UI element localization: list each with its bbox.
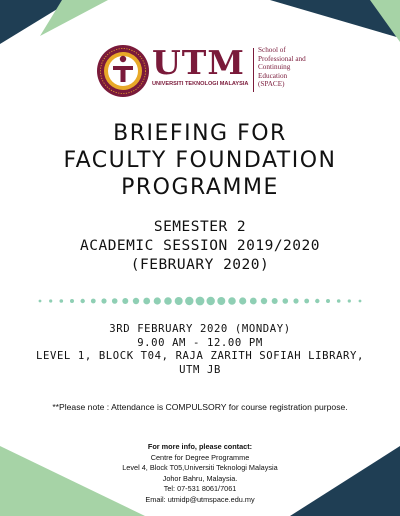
divider-dot — [359, 300, 362, 303]
divider-dot — [122, 298, 128, 304]
contact-line: Level 4, Block T05,Universiti Teknologi Malaysia — [122, 463, 278, 473]
semester-line: ACADEMIC SESSION 2019/2020 — [80, 238, 320, 254]
top-right-mint-corner — [340, 0, 400, 45]
event-venue: LEVEL 1, BLOCK T04, RAJA ZARITH SOFIAH LIBRARY, — [36, 350, 364, 362]
divider-dot — [112, 298, 118, 304]
divider-dot — [164, 297, 172, 305]
poster-title — [0, 120, 400, 201]
contact-phone: Tel: 07-531 8061/7061 — [163, 484, 237, 494]
contact-email: Email: utmidp@utmspace.edu.my — [145, 494, 255, 504]
divider-dot — [239, 297, 246, 304]
divider-dot — [39, 300, 42, 303]
event-venue-campus: UTM JB — [179, 363, 221, 376]
divider-dot — [315, 299, 319, 303]
event-date: 3RD FEBRUARY 2020 (MONDAY) — [109, 323, 291, 335]
divider-dot — [143, 298, 150, 305]
divider-dot — [293, 298, 298, 303]
contact-heading: For more info, please contact: — [147, 442, 253, 451]
space-line: (SPACE) — [258, 80, 285, 89]
title-line: FACULTY FOUNDATION — [63, 148, 337, 173]
event-details — [0, 323, 400, 377]
divider-dot — [228, 297, 236, 305]
divider-dot — [60, 299, 64, 303]
divider-dot — [250, 298, 257, 305]
semester-info — [0, 218, 400, 275]
contact-line: Johor Bahru, Malaysia. — [162, 473, 238, 483]
divider-dot — [326, 299, 330, 303]
divider-dot — [133, 298, 139, 304]
utm-crest-icon — [96, 44, 150, 98]
divider-dot — [49, 299, 52, 302]
divider-dot — [70, 299, 74, 303]
divider-dot — [272, 298, 278, 304]
title-line: PROGRAMME — [121, 175, 279, 200]
semester-line: (FEBRUARY 2020) — [130, 257, 270, 273]
utm-space-logo — [96, 44, 326, 102]
space-line: Continuing — [258, 63, 291, 72]
divider-dot — [348, 299, 351, 302]
space-line: Education — [258, 71, 288, 80]
space-name — [258, 46, 338, 89]
divider-dot — [91, 299, 96, 304]
attendance-note: **Please note : Attendance is COMPULSORY for course registration purpose. — [52, 402, 348, 412]
contact-info — [0, 442, 400, 506]
divider-dot — [217, 297, 225, 305]
divider-dot — [337, 299, 341, 303]
utm-wordmark: UTM — [152, 43, 245, 82]
contact-line: Centre for Degree Programme — [150, 452, 250, 462]
divider-dot — [207, 297, 215, 305]
utm-full-name: UNIVERSITI TEKNOLOGI MALAYSIA — [152, 81, 249, 87]
divider-dot — [283, 298, 289, 304]
divider-dot — [185, 297, 193, 305]
logo-divider — [253, 48, 254, 92]
top-left-mint-corner — [0, 0, 110, 40]
event-time: 9.00 AM - 12.00 PM — [137, 336, 263, 349]
space-line: School of — [258, 46, 286, 54]
divider-dot — [261, 298, 267, 304]
space-line: Professional and — [258, 54, 306, 63]
divider-dot — [196, 297, 205, 306]
divider-dot — [175, 297, 183, 305]
divider-dot — [154, 297, 161, 304]
title-line: BRIEFING FOR — [113, 121, 287, 146]
divider-dot — [304, 299, 309, 304]
divider-dot — [101, 298, 106, 303]
divider-dot — [81, 299, 85, 303]
semester-line: SEMESTER 2 — [153, 219, 247, 235]
dotted-divider — [0, 293, 400, 309]
